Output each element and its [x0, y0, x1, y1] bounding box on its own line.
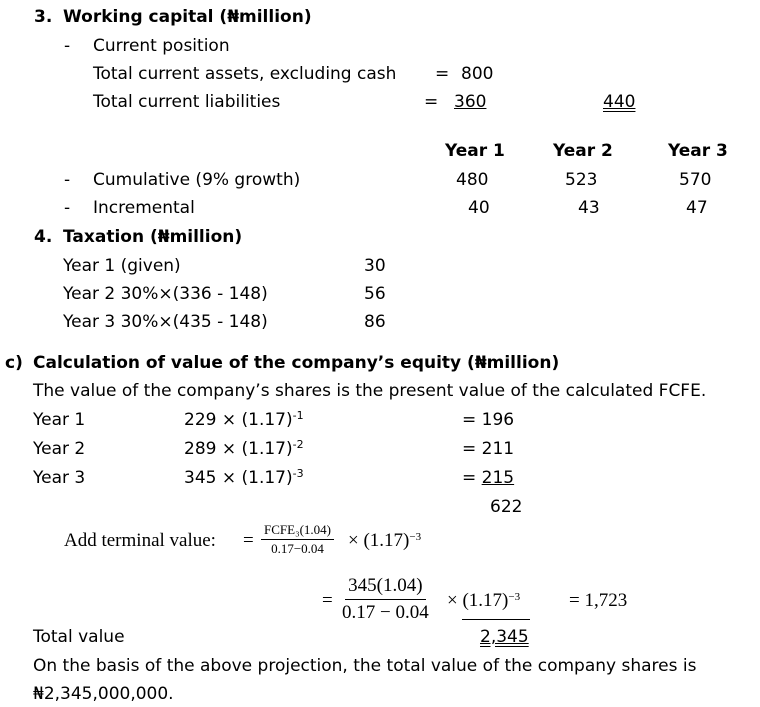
terminal-value-result: = 1,723 [569, 590, 628, 611]
year-3-column-header: Year 3 [668, 141, 728, 161]
discount-factor: × (1.17) [221, 468, 293, 488]
pv-row-result: = 211 [462, 439, 515, 459]
incremental-label: Incremental [93, 198, 195, 218]
net-working-capital-value: 440 [603, 92, 636, 112]
pv-row-result: = 196 [462, 410, 515, 430]
intro-paragraph: The value of the company’s shares is the present value of the calculated FCFE. [33, 381, 707, 401]
tax-row-label: Year 2 30%×(336 - 148) [63, 284, 268, 304]
total-current-assets-label: Total current assets, excluding cash [93, 64, 397, 84]
discount-factor [447, 590, 520, 612]
pv-row-label: Year 1 [33, 410, 86, 430]
total-current-assets-value: 800 [461, 64, 494, 84]
fraction-denominator: 0.17 − 0.04 [342, 602, 429, 623]
conclusion-amount: ₦2,345,000,000. [33, 684, 174, 704]
incremental-year-3: 47 [686, 198, 708, 218]
fraction-numerator: 345(1.04) [345, 574, 425, 600]
current-position-label: Current position [93, 36, 230, 56]
conclusion-text: On the basis of the above projection, the total value of the company shares is [33, 656, 697, 676]
section-heading: Working capital (₦million) [63, 7, 312, 27]
terminal-value-calc-fraction [339, 574, 432, 625]
pv-subtotal: 622 [490, 497, 523, 517]
cumulative-year-3: 570 [679, 170, 712, 190]
fcfe-value: 345 [184, 468, 217, 488]
exponent: −3 [508, 591, 521, 603]
tax-row-label: Year 1 (given) [63, 256, 181, 276]
pv-row-label: Year 2 [33, 439, 86, 459]
discount-factor: × (1.17) [221, 439, 293, 459]
total-value-amount: 2,345 [480, 627, 529, 647]
section-number: 3. [34, 7, 53, 27]
section-heading: Taxation (₦million) [63, 227, 243, 247]
equals-sign: = [462, 468, 477, 488]
fcfe-value: 289 [184, 439, 217, 459]
pv-row-label: Year 3 [33, 468, 86, 488]
pv-row-result [462, 467, 514, 489]
tax-row-value: 86 [364, 312, 386, 332]
fraction-numerator: FCFE₃(1.04) [261, 522, 334, 540]
tax-row-value: 30 [364, 256, 386, 276]
equals-sign: = [424, 92, 439, 112]
bullet-dash: - [64, 198, 71, 218]
pv-row-formula [184, 467, 304, 489]
fraction-denominator: 0.17−0.04 [271, 541, 324, 556]
incremental-year-1: 40 [468, 198, 490, 218]
calc-underline [462, 619, 530, 620]
terminal-value-label: Add terminal value: [64, 530, 216, 551]
discount-factor: × (1.17) [221, 410, 293, 430]
exponent: -1 [292, 409, 304, 422]
incremental-year-2: 43 [578, 198, 600, 218]
equals-sign: = [322, 590, 333, 611]
exponent: -2 [292, 438, 304, 451]
equals-sign: = [243, 530, 254, 551]
section-number: 4. [34, 227, 53, 247]
discount-factor-base: × (1.17) [348, 530, 410, 551]
total-current-liabilities-value: 360 [454, 92, 487, 112]
cumulative-year-2: 523 [565, 170, 598, 190]
exponent: −3 [409, 531, 422, 543]
section-number: c) [5, 353, 23, 373]
fcfe-value: 229 [184, 410, 217, 430]
terminal-value-fraction [261, 522, 334, 557]
year-2-column-header: Year 2 [553, 141, 613, 161]
exponent: -3 [292, 467, 304, 480]
year-1-column-header: Year 1 [445, 141, 505, 161]
pv-year-3-value: 215 [481, 468, 515, 488]
pv-row-formula [184, 409, 304, 431]
cumulative-label: Cumulative (9% growth) [93, 170, 301, 190]
tax-row-label: Year 3 30%×(435 - 148) [63, 312, 268, 332]
section-heading: Calculation of value of the company’s equity (₦million) [33, 353, 560, 373]
total-current-liabilities-label: Total current liabilities [93, 92, 281, 112]
bullet-dash: - [64, 170, 71, 190]
cumulative-year-1: 480 [456, 170, 489, 190]
total-value-label: Total value [33, 627, 125, 647]
discount-factor-base: × (1.17) [447, 590, 509, 611]
tax-row-value: 56 [364, 284, 386, 304]
discount-factor [348, 530, 421, 552]
bullet-dash: - [64, 36, 71, 56]
pv-row-formula [184, 438, 304, 460]
equals-sign: = [435, 64, 450, 84]
